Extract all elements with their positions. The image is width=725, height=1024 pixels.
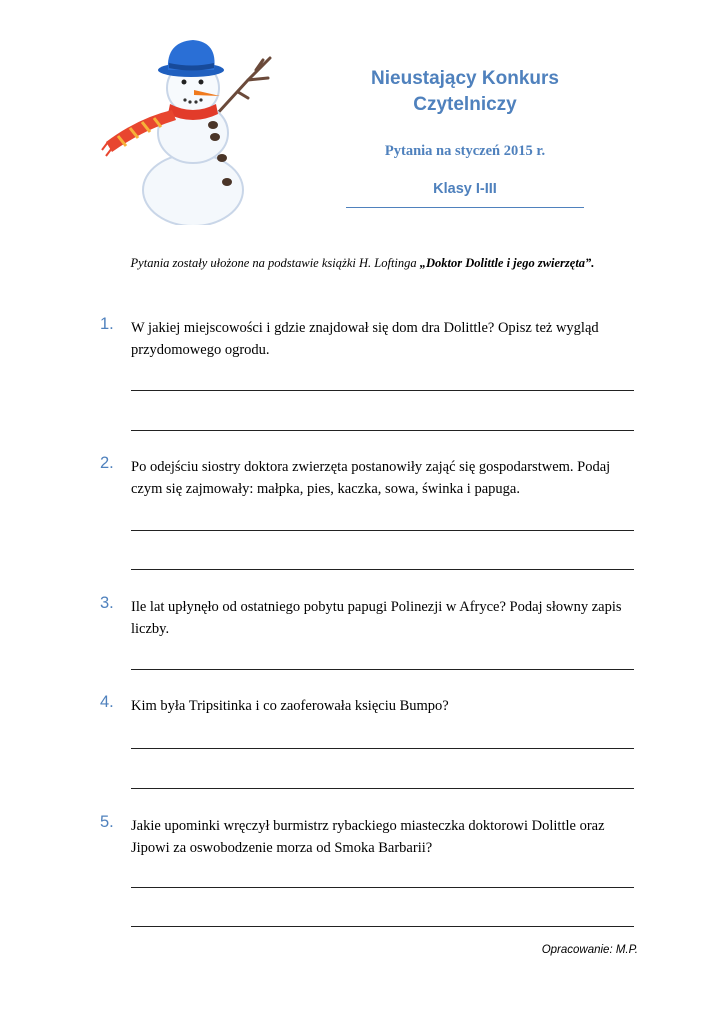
footer-author: Opracowanie: M.P. xyxy=(541,944,638,956)
question-text: Jakie upominki wręczył burmistrz rybackiego miasteczka doktorowi Dolittle oraz Jipowi za oswobodzenie morza od Smoka Barbarii? xyxy=(131,818,605,856)
question-text: Po odejściu siostry doktora zwierzęta postanowiły zająć się gospodarstwem. Podaj czym się zajmowały: małpka, pies, kaczka, sowa, świnka i papuga. xyxy=(131,459,611,497)
snowman-illustration xyxy=(98,30,278,225)
question-text: W jakiej miejscowości i gdzie znajdował się dom dra Dolittle? Opisz też wygląd przydomowego ogrodu. xyxy=(131,320,599,358)
intro-text xyxy=(0,256,725,271)
answer-line[interactable] xyxy=(131,569,634,570)
answer-line[interactable] xyxy=(131,669,634,670)
question-text: Ile lat upłynęło od ostatniego pobytu papugi Polinezji w Afryce? Podaj słowny zapis liczby. xyxy=(131,599,622,637)
question-text: Kim była Tripsitinka i co zaoferowała księciu Bumpo? xyxy=(131,698,449,714)
page-title: Nieustający Konkurs Czytelniczy xyxy=(371,68,559,115)
answer-line[interactable] xyxy=(131,390,634,391)
question-number: 4. xyxy=(100,693,114,711)
question-number: 3. xyxy=(100,594,114,612)
title-underline xyxy=(346,207,584,208)
intro-sentence: Pytania zostały ułożone na podstawie książki H. Loftinga xyxy=(130,256,420,270)
question-number: 2. xyxy=(100,454,114,472)
answer-line[interactable] xyxy=(131,530,634,531)
answer-line[interactable] xyxy=(131,926,634,927)
question-number: 1. xyxy=(100,315,114,333)
question-number: 5. xyxy=(100,813,114,831)
page-subtitle: Pytania na styczeń 2015 r. xyxy=(384,143,546,159)
answer-line[interactable] xyxy=(131,748,634,749)
book-title: „Doktor Dolittle i jego zwierzęta”. xyxy=(419,256,595,270)
answer-line[interactable] xyxy=(131,430,634,431)
answer-line[interactable] xyxy=(131,887,634,888)
answer-line[interactable] xyxy=(131,788,634,789)
grade-label: Klasy I-III xyxy=(433,181,497,197)
